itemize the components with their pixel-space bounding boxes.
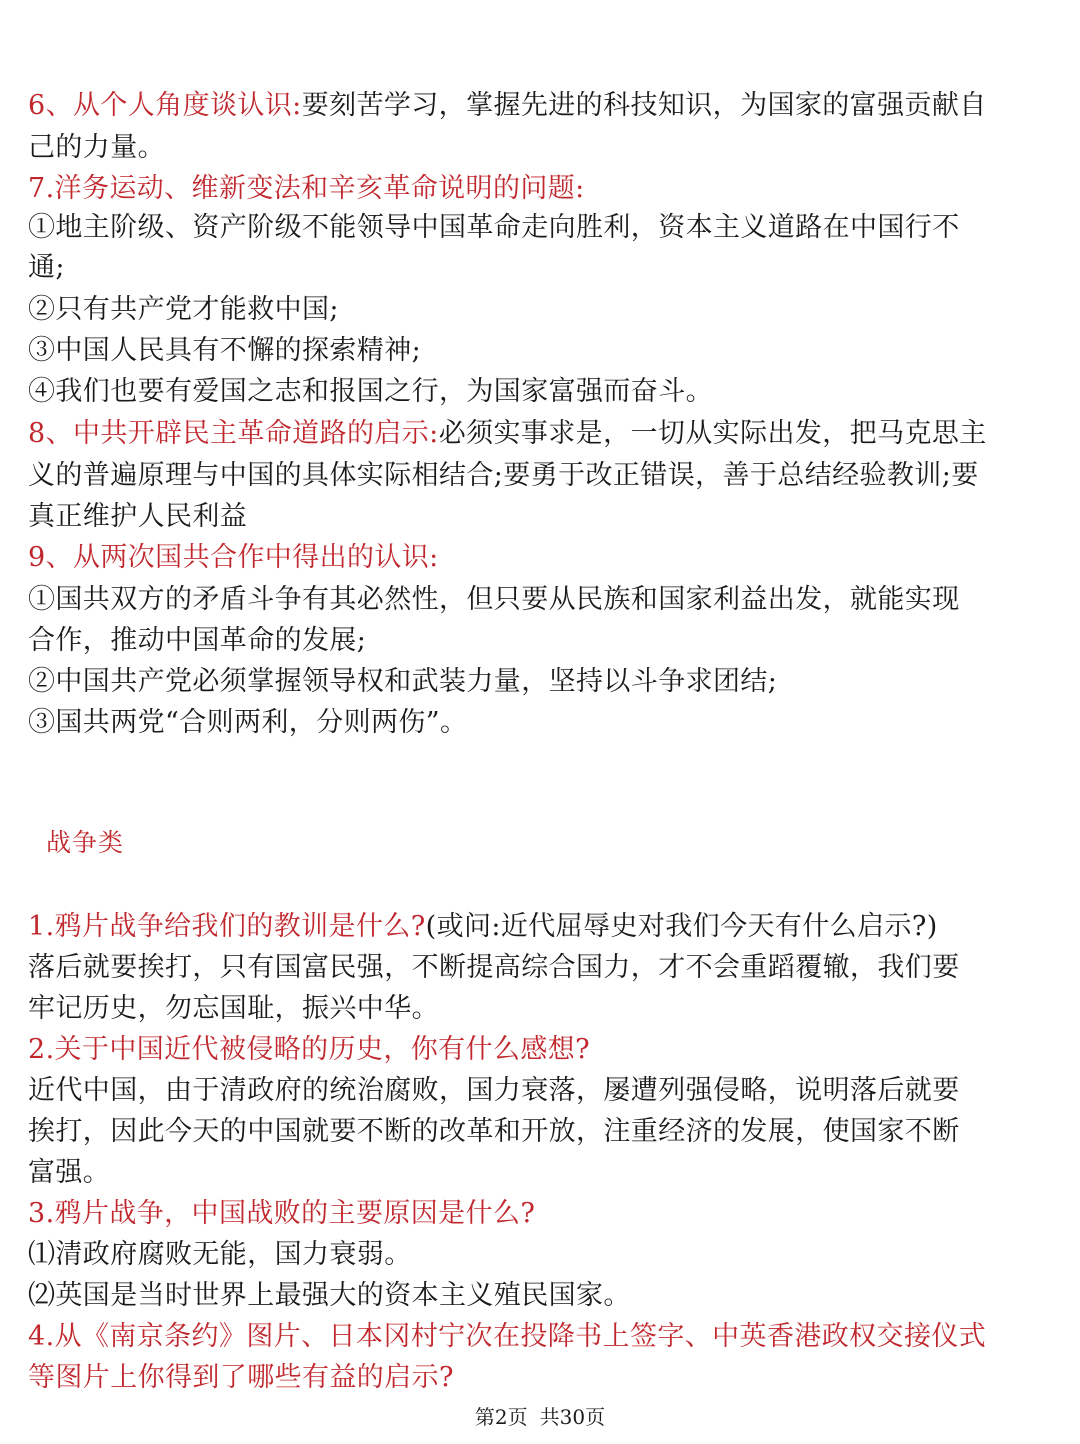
q2-answer-line-1: 近代中国，由于清政府的统治腐败，国力衰落，屡遭列强侵略，说明落后就要	[28, 1075, 960, 1106]
q2-answer-line-2: 挨打，因此今天的中国就要不断的改革和开放，注重经济的发展，使国家不断	[28, 1116, 960, 1147]
q2-answer-line-3: 富强。	[28, 1157, 111, 1188]
item-9-label: 9、从两次国共合作中得出的认识:	[28, 542, 439, 573]
q1-question-extra: (或问:近代屈辱史对我们今天有什么启示?)	[425, 911, 938, 942]
q4-question-line-2: 等图片上你得到了哪些有益的启示?	[28, 1362, 454, 1393]
item-7-point-3: ③中国人民具有不懈的探索精神;	[28, 335, 422, 366]
item-6-line-1	[28, 86, 1058, 126]
item-7-point-4: ④我们也要有爱国之志和报国之行，为国家富强而奋斗。	[28, 376, 713, 407]
item-8-label: 8、中共开辟民主革命道路的启示:	[28, 418, 439, 449]
q3-answer-line-2: ⑵英国是当时世界上最强大的资本主义殖民国家。	[28, 1280, 631, 1311]
item-6-text: 要刻苦学习，掌握先进的科技知识，为国家的富强贡献自	[301, 90, 987, 121]
q1-answer-line-2: 牢记历史，勿忘国耻，振兴中华。	[28, 993, 439, 1024]
item-8-line-2: 义的普遍原理与中国的具体实际相结合;要勇于改正错误，善于总结经验教训;要	[28, 460, 979, 491]
item-8-line-3: 真正维护人民利益	[28, 501, 248, 532]
q3-answer-line-1: ⑴清政府腐败无能，国力衰弱。	[28, 1239, 412, 1270]
item-9-point-3: ③国共两党“合则两利，分则两伤”。	[28, 707, 468, 738]
q1-question: 1.鸦片战争给我们的教训是什么?	[28, 911, 426, 942]
item-6-label: 6、从个人角度谈认识:	[28, 90, 302, 121]
q1-answer-line-1: 落后就要挨打，只有国富民强，不断提高综合国力，才不会重蹈覆辙，我们要	[28, 952, 960, 983]
item-9-point-1-cont: 合作，推动中国革命的发展;	[28, 625, 367, 656]
item-6-line-2: 己的力量。	[28, 132, 165, 163]
section-heading-war: 战争类	[46, 828, 125, 857]
page-footer	[0, 1402, 1080, 1432]
q3-question: 3.鸦片战争，中国战败的主要原因是什么?	[28, 1198, 536, 1229]
item-7-point-1-cont: 通;	[28, 252, 65, 283]
q1-line	[28, 907, 1058, 947]
item-9-point-1: ①国共双方的矛盾斗争有其必然性，但只要从民族和国家利益出发，就能实现	[28, 584, 960, 615]
item-8-line-1	[28, 414, 1058, 454]
page-total: 共30页	[539, 1405, 606, 1429]
page-number: 第2页	[474, 1405, 528, 1429]
item-9-point-2: ②中国共产党必须掌握领导权和武装力量，坚持以斗争求团结;	[28, 666, 778, 697]
q2-question: 2.关于中国近代被侵略的历史，你有什么感想?	[28, 1034, 591, 1065]
item-7-point-1: ①地主阶级、资产阶级不能领导中国革命走向胜利，资本主义道路在中国行不	[28, 212, 960, 243]
item-7-label: 7.洋务运动、维新变法和辛亥革命说明的问题:	[28, 173, 585, 204]
item-8-text: 必须实事求是，一切从实际出发，把马克思主	[438, 418, 987, 449]
item-7-point-2: ②只有共产党才能救中国;	[28, 294, 339, 325]
q4-question-line-1: 4.从《南京条约》图片、日本冈村宁次在投降书上签字、中英香港政权交接仪式	[28, 1321, 987, 1352]
